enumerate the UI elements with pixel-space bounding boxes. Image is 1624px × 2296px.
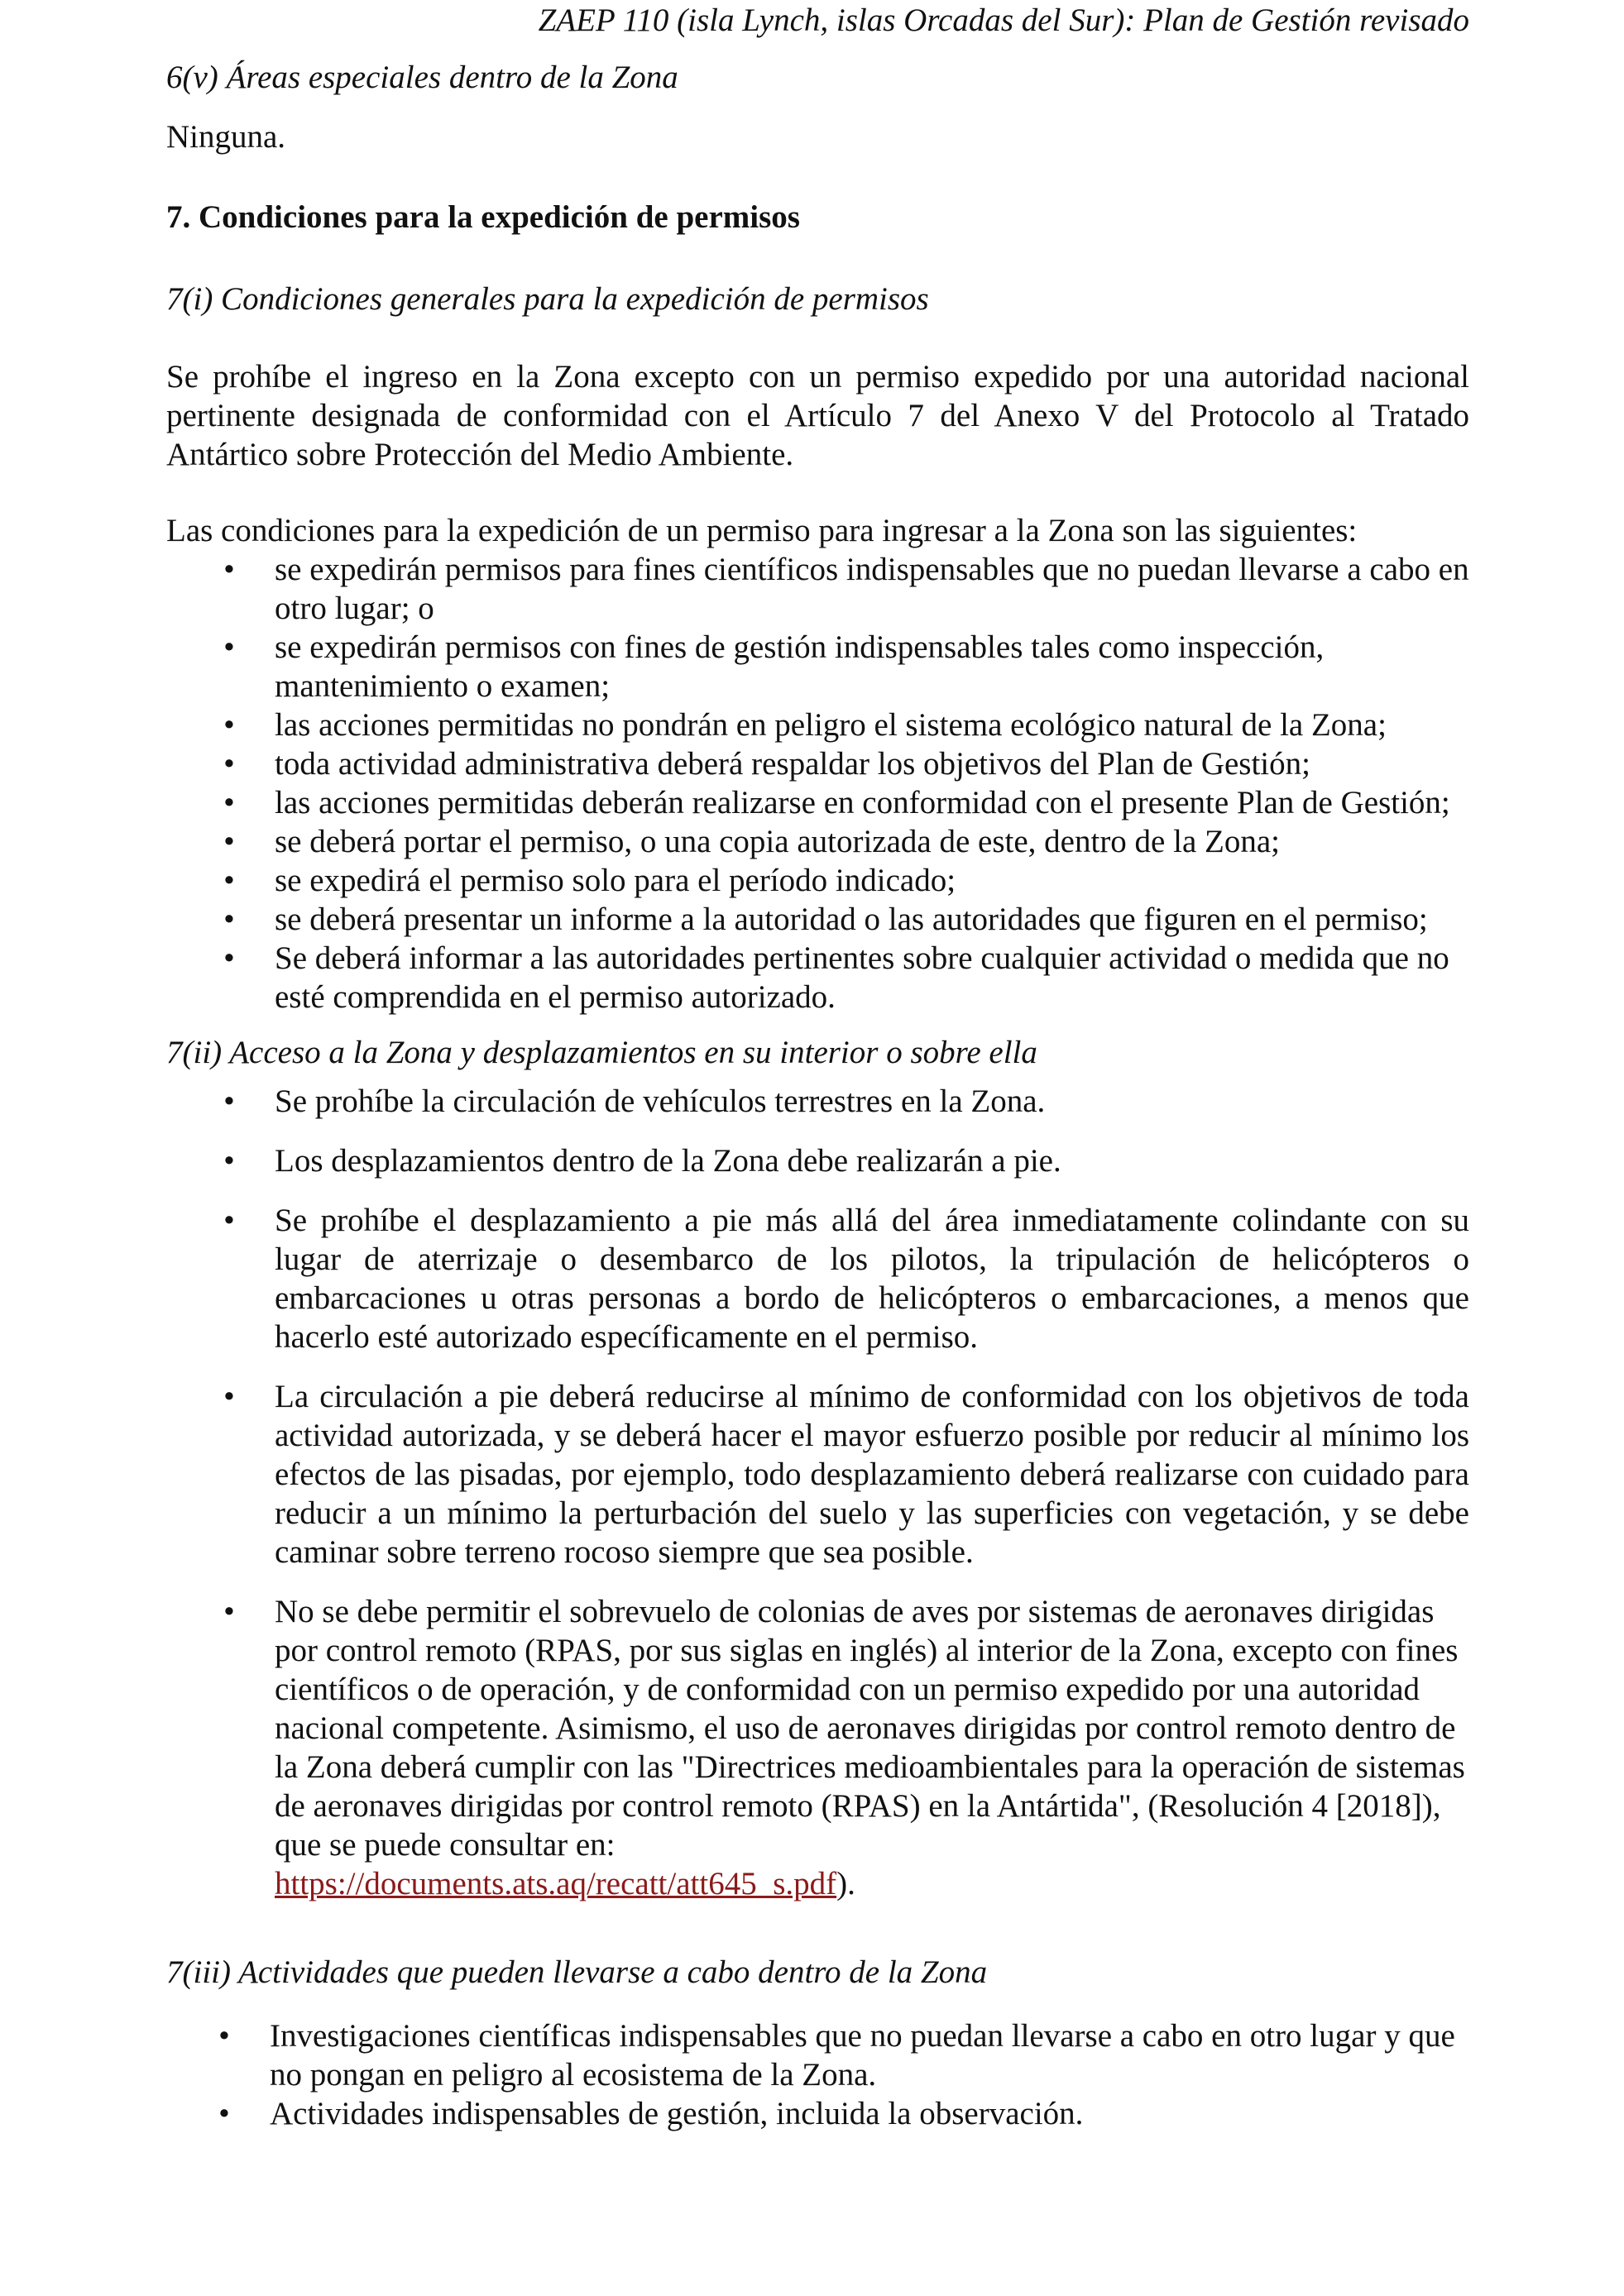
list-item	[166, 1592, 1469, 1903]
bullet-icon: •	[223, 1083, 235, 1119]
list-item-text: se deberá presentar un informe a la autoridad o las autoridades que figuren en el permiso;	[275, 902, 1428, 937]
section-6v-body: Ninguna.	[166, 119, 286, 155]
list-item-text: las acciones permitidas no pondrán en peligro el sistema ecológico natural de la Zona;	[275, 707, 1387, 743]
list-item-text: Los desplazamientos dentro de la Zona debe realizarán a pie.	[275, 1143, 1061, 1179]
bullet-icon: •	[223, 863, 235, 898]
bullet-icon: •	[223, 940, 235, 976]
list-item	[166, 900, 1469, 939]
section-7ii-title: 7(ii) Acceso a la Zona y desplazamientos en su interior o sobre ella	[166, 1035, 1037, 1070]
list-item-text: Investigaciones científicas indispensables que no puedan llevarse a cabo en otro lugar y que no pongan en peligro al ecosistema de la Zona.	[270, 2018, 1455, 2093]
bullet-icon: •	[223, 902, 235, 937]
section-7iii-title: 7(iii) Actividades que pueden llevarse a cabo dentro de la Zona	[166, 1954, 988, 1990]
access-rules-list	[166, 1082, 1469, 1903]
bullet-icon: •	[223, 629, 235, 665]
bullet-icon: •	[223, 1143, 235, 1179]
running-header: ZAEP 110 (isla Lynch, islas Orcadas del Sur): Plan de Gestión revisado	[538, 2, 1469, 38]
list-item-text: las acciones permitidas deberán realizarse en conformidad con el presente Plan de Gestión;	[275, 785, 1450, 820]
list-item-text: se expedirán permisos para fines científicos indispensables que no puedan llevarse a cabo en otro lugar; o	[275, 552, 1469, 626]
list-item	[166, 2016, 1469, 2094]
list-item	[166, 822, 1469, 861]
list-item-text: se deberá portar el permiso, o una copia autorizada de este, dentro de la Zona;	[275, 824, 1280, 859]
bullet-icon: •	[223, 707, 235, 743]
list-item	[166, 1377, 1469, 1571]
permitted-activities-list	[166, 2016, 1469, 2133]
bullet-icon: •	[218, 2096, 230, 2131]
bullet-icon: •	[223, 1379, 235, 1414]
bullet-icon: •	[223, 746, 235, 782]
list-item	[166, 1141, 1469, 1180]
permit-conditions-list	[166, 550, 1469, 1016]
list-item	[166, 783, 1469, 822]
list-item-text: La circulación a pie deberá reducirse al mínimo de conformidad con los objetivos de toda actividad autorizada, y se deberá hacer el mayor esfuerzo posible por reducir al mínimo los efectos de las pisadas, por ejemplo, todo desplazamiento deberá realizarse con cuidado para reducir a un mínimo la perturbación del suelo y las superficies con vegetación, y se debe caminar sobre terreno rocoso siempre que sea posible.	[275, 1379, 1469, 1570]
section-6v-title: 6(v) Áreas especiales dentro de la Zona	[166, 60, 678, 95]
rpas-suffix: ).	[836, 1866, 855, 1901]
list-item	[166, 939, 1469, 1016]
bullet-icon: •	[218, 2018, 230, 2054]
bullet-icon: •	[223, 785, 235, 820]
list-item-text: se expedirán permisos con fines de gestión indispensables tales como inspección, mantenimiento o examen;	[275, 629, 1325, 704]
section-7i-paragraph: Se prohíbe el ingreso en la Zona excepto con un permiso expedido por una autoridad nacional pertinente designada de conformidad con el Artículo 7 del Anexo V del Protocolo al Tratado Antártico sobre Protección del Medio Ambiente.	[166, 359, 1469, 472]
bullet-icon: •	[223, 824, 235, 859]
list-item	[166, 628, 1469, 706]
rpas-guidelines-link[interactable]: https://documents.ats.aq/recatt/att645_s.pdf	[275, 1866, 837, 1901]
list-item	[166, 550, 1469, 628]
list-item-text: Se deberá informar a las autoridades pertinentes sobre cualquier actividad o medida que no esté comprendida en el permiso autorizado.	[275, 940, 1449, 1015]
list-item	[166, 744, 1469, 783]
list-item	[166, 1082, 1469, 1121]
list-item	[166, 861, 1469, 900]
list-item-text: toda actividad administrativa deberá respaldar los objetivos del Plan de Gestión;	[275, 746, 1310, 782]
bullet-icon: •	[223, 1594, 235, 1629]
bullet-icon: •	[223, 1203, 235, 1238]
rpas-text: No se debe permitir el sobrevuelo de colonias de aves por sistemas de aeronaves dirigidas por control remoto (RPAS, por sus siglas en inglés) al interior de la Zona, excepto con fines científicos o de operación, y de conformidad con un permiso expedido por una autoridad nacional competente. Asimismo, el uso de aeronaves dirigidas por control remoto dentro de la Zona deberá cumplir con las "Directrices medioambientales para la operación de sistemas de aeronaves dirigidas por control remoto (RPAS) en la Antártida", (Resolución 4 [2018]), que se puede consultar en:	[275, 1594, 1465, 1863]
list-item	[166, 1201, 1469, 1356]
list-item-text: Se prohíbe la circulación de vehículos terrestres en la Zona.	[275, 1083, 1046, 1119]
list-item	[166, 706, 1469, 744]
list-item	[166, 2094, 1469, 2133]
section-7i-title: 7(i) Condiciones generales para la expedición de permisos	[166, 281, 929, 317]
list-item-text: Actividades indispensables de gestión, incluida la observación.	[270, 2096, 1084, 2131]
section-7-heading: 7. Condiciones para la expedición de permisos	[166, 199, 800, 235]
list-item-text: se expedirá el permiso solo para el período indicado;	[275, 863, 956, 898]
section-7i-intro: Las condiciones para la expedición de un permiso para ingresar a la Zona son las siguientes:	[166, 513, 1358, 548]
bullet-icon: •	[223, 552, 235, 587]
page-content	[166, 58, 1469, 2133]
list-item-text: Se prohíbe el desplazamiento a pie más allá del área inmediatamente colindante con su lugar de aterrizaje o desembarco de los pilotos, la tripulación de helicópteros o embarcaciones u otras personas a bordo de helicópteros o embarcaciones, a menos que hacerlo esté autorizado específicamente en el permiso.	[275, 1203, 1469, 1355]
